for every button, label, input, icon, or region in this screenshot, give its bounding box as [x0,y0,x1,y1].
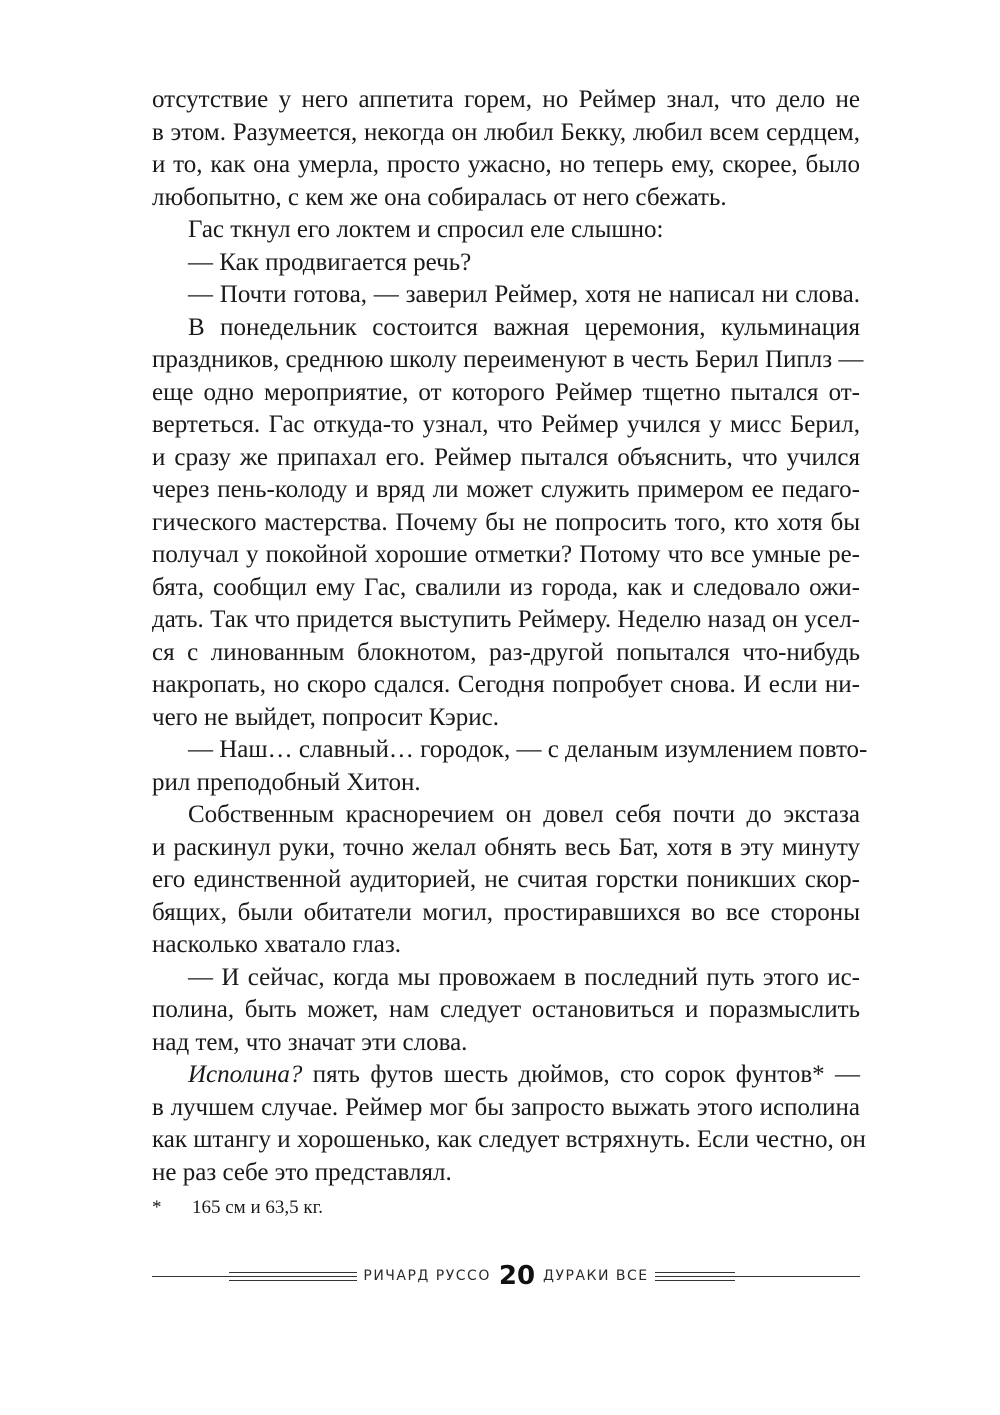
dialogue-line: — И сейчас, когда мы провожаем в последний путь этого ис- [188,963,860,991]
page-body [152,84,868,1189]
text-line: ся с линованным блокнотом, раз-другой попытался что-нибудь [152,638,860,666]
text-line: гического мастерства. Почему бы не попросить того, кто хотя бы [152,508,860,536]
footer-rule-right [655,1272,860,1281]
footer-rule-left [152,1272,357,1281]
text-line: еще одно мероприятие, от которого Реймер тщетно пытался от- [152,378,860,406]
text-line: любопытно, с кем же она собиралась от него сбежать. [152,183,727,211]
text-line: получал у покойной хорошие отметки? Потому что все умные ре- [152,541,860,568]
text-line: не раз себе это представлял. [152,1158,452,1186]
text-line: накропать, но скоро сдался. Сегодня попробует снова. И если ни- [152,671,860,698]
footer-author: РИЧАРД РУССО [363,1268,491,1284]
text-line: и раскинул руки, точно желал обнять весь Бат, хотя в эту минуту [152,833,860,861]
text-line: как штангу и хорошенько, как следует встряхнуть. Если честно, он [152,1126,866,1153]
text-line: в этом. Разумеется, некогда он любил Бекку, любил всем сердцем, [152,118,860,146]
footnote-text: 165 см и 63,5 кг. [192,1197,324,1218]
text-line-rest: пять футов шесть дюймов, сто сорок фунтов* — [312,1061,861,1088]
text-line: отсутствие у него аппетита горем, но Реймер знал, что дело не [152,86,860,113]
page-number: 20 [498,1261,536,1291]
text-line: его единственной аудиторией, не считая горстки поникших скор- [152,866,860,893]
dialogue-line: — Почти готова, — заверил Реймер, хотя не написал ни слова. [188,281,860,308]
dialogue-line: — Наш… славный… городок, — с деланым изумлением повто- [188,736,868,763]
text-line: чего не выйдет, попросит Кэрис. [152,703,499,731]
dialogue-line: — Как продвигается речь? [188,248,472,276]
text-line: бята, сообщил ему Гас, свалили из города, как и следовало ожи- [152,573,860,601]
text-line: В понедельник состоится важная церемония, кульминация [188,313,860,341]
text-line [152,1059,860,1092]
text-line: вертеться. Гас откуда-то узнал, что Реймер учился у мисс Берил, [152,411,860,438]
text-line: полина, быть может, нам следует остановиться и поразмыслить [152,996,860,1023]
text-line: через пень-колоду и вряд ли может служить примером ее педаго- [152,476,860,503]
text-line: в лучшем случае. Реймер мог бы запросто выжать этого исполина [152,1093,860,1121]
text-line: бящих, были обитатели могил, простиравшихся во все стороны [152,898,860,926]
text-line: праздников, среднюю школу переименуют в честь Берил Пиплз — [152,346,864,373]
footer-book-title: ДУРАКИ ВСЕ [543,1268,649,1284]
text-line: и сразу же припахал его. Реймер пытался объяснить, что учился [152,443,860,471]
text-line: Гас ткнул его локтем и спросил еле слышно: [188,216,664,243]
text-line: Собственным красноречием он довел себя почти до экстаза [188,801,860,828]
text-line: над тем, что значат эти слова. [152,1028,468,1056]
text-line: дать. Так что придется выступить Реймеру. Неделю назад он усел- [152,606,860,633]
text-line: рил преподобный Хитон. [152,768,421,796]
text-line: насколько хватало глаз. [152,931,401,958]
italic-word: Исполина? [188,1061,303,1088]
footnote-mark: * [152,1197,162,1218]
footnote [152,1195,860,1221]
text-line: и то, как она умерла, просто ужасно, но теперь ему, скорее, было [152,151,860,178]
running-footer [152,1258,860,1294]
